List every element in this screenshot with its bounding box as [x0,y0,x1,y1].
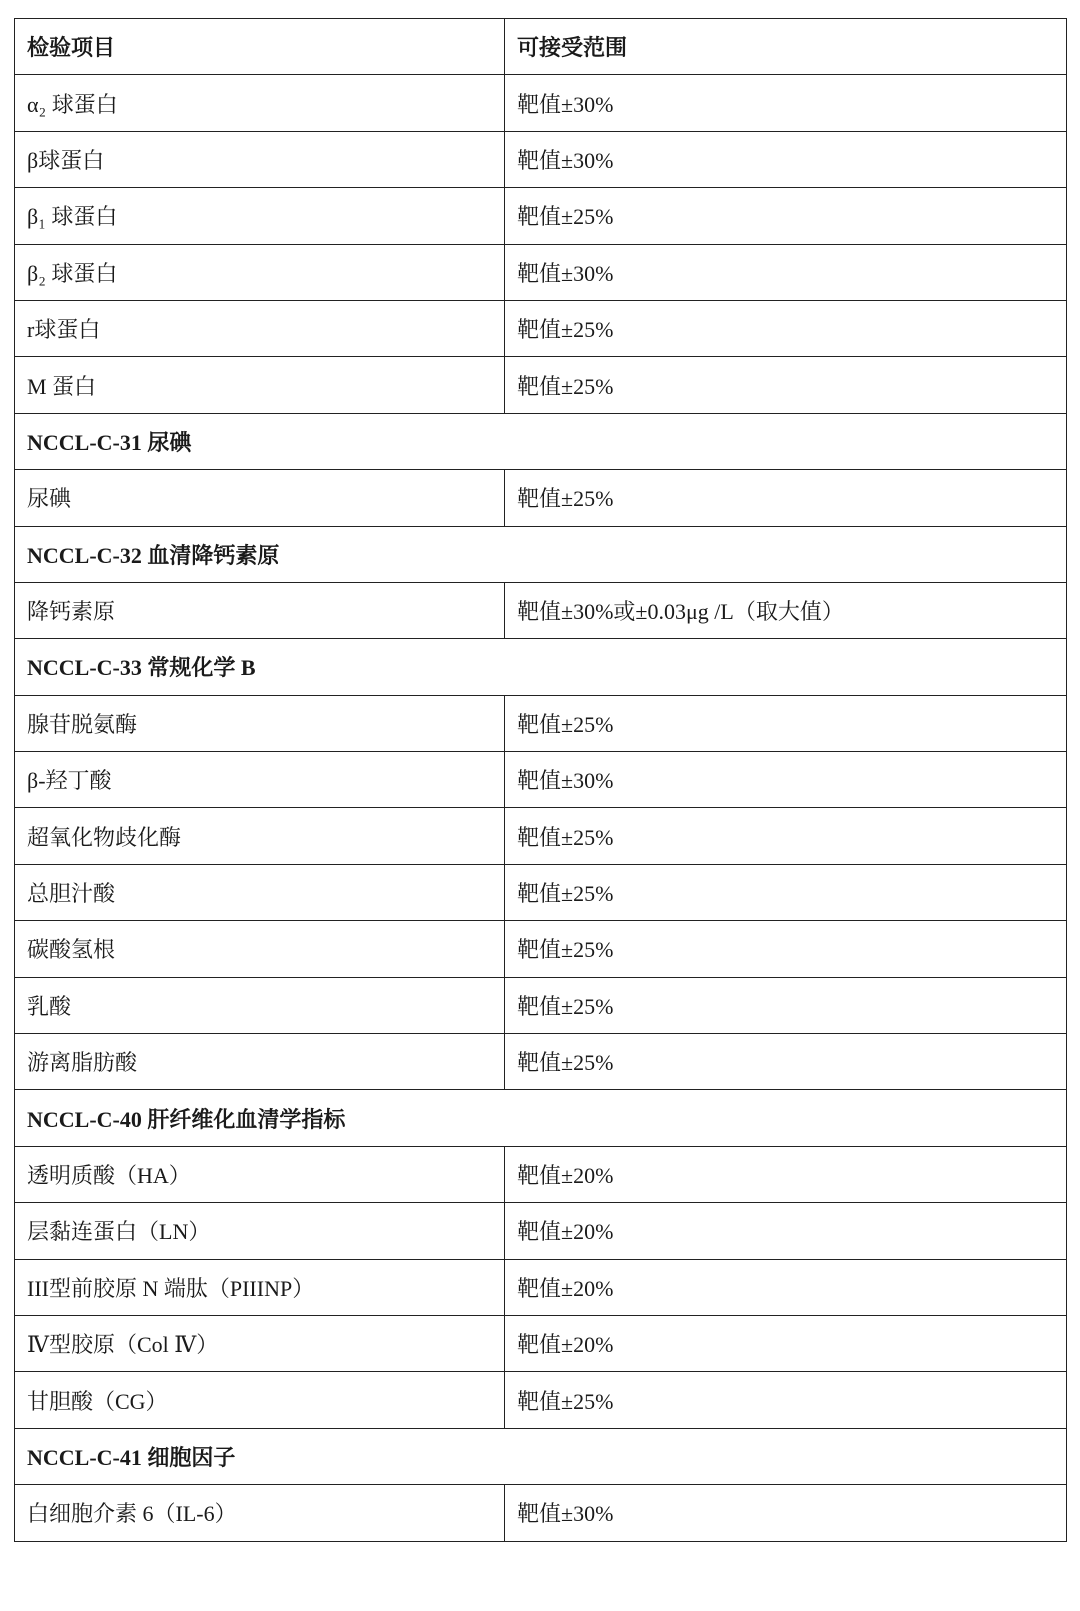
range-cell: 靶值±25% [505,1034,1067,1090]
item-cell: 尿碘 [15,470,505,526]
table-row [15,75,1067,131]
item-cell: 白细胞介素 6（IL-6） [15,1485,505,1541]
range-cell: 靶值±30% [505,1485,1067,1541]
item-cell: 超氧化物歧化酶 [15,808,505,864]
header-range: 可接受范围 [505,19,1067,75]
item-cell: β球蛋白 [15,131,505,187]
table-row [15,188,1067,244]
table-row [15,470,1067,526]
document-page [14,18,1066,1542]
table-row [15,808,1067,864]
acceptable-range-table [14,18,1067,1542]
table-row [15,1485,1067,1541]
table-row [15,921,1067,977]
item-cell: 层黏连蛋白（LN） [15,1203,505,1259]
item-cell: β₂ 球蛋白 [15,244,505,300]
item-cell: M 蛋白 [15,357,505,413]
section-row [15,639,1067,695]
range-cell: 靶值±30%或±0.03μg /L（取大值） [505,582,1067,638]
table-row [15,864,1067,920]
range-cell: 靶值±20% [505,1146,1067,1202]
table-row [15,1203,1067,1259]
range-cell: 靶值±25% [505,357,1067,413]
range-cell: 靶值±30% [505,244,1067,300]
item-cell: III型前胶原 N 端肽（PIIINP） [15,1259,505,1315]
table-row [15,1146,1067,1202]
item-cell: 透明质酸（HA） [15,1146,505,1202]
item-cell: 游离脂肪酸 [15,1034,505,1090]
section-title: NCCL-C-41 细胞因子 [15,1428,1067,1484]
range-cell: 靶值±25% [505,808,1067,864]
section-title: NCCL-C-31 尿碘 [15,413,1067,469]
range-cell: 靶值±20% [505,1259,1067,1315]
table-row [15,752,1067,808]
table-row [15,1372,1067,1428]
range-cell: 靶值±25% [505,1372,1067,1428]
range-cell: 靶值±25% [505,921,1067,977]
table-row [15,1259,1067,1315]
item-cell: r球蛋白 [15,300,505,356]
header-item: 检验项目 [15,19,505,75]
range-cell: 靶值±25% [505,188,1067,244]
table-row [15,244,1067,300]
section-title: NCCL-C-32 血清降钙素原 [15,526,1067,582]
table-header-row [15,19,1067,75]
section-row [15,1428,1067,1484]
table-row [15,977,1067,1033]
range-cell: 靶值±30% [505,752,1067,808]
range-cell: 靶值±25% [505,695,1067,751]
table-row [15,300,1067,356]
item-cell: 降钙素原 [15,582,505,638]
range-cell: 靶值±30% [505,75,1067,131]
range-cell: 靶值±20% [505,1315,1067,1371]
range-cell: 靶值±20% [505,1203,1067,1259]
item-cell: 腺苷脱氨酶 [15,695,505,751]
range-cell: 靶值±25% [505,977,1067,1033]
table-row [15,582,1067,638]
item-cell: 碳酸氢根 [15,921,505,977]
table-row [15,131,1067,187]
item-cell: Ⅳ型胶原（Col Ⅳ） [15,1315,505,1371]
section-row [15,413,1067,469]
range-cell: 靶值±30% [505,131,1067,187]
section-title: NCCL-C-33 常规化学 B [15,639,1067,695]
item-cell: 总胆汁酸 [15,864,505,920]
range-cell: 靶值±25% [505,300,1067,356]
item-cell: α₂ 球蛋白 [15,75,505,131]
table-row [15,1315,1067,1371]
item-cell: 乳酸 [15,977,505,1033]
range-cell: 靶值±25% [505,470,1067,526]
section-row [15,1090,1067,1146]
table-row [15,695,1067,751]
item-cell: β-羟丁酸 [15,752,505,808]
section-title: NCCL-C-40 肝纤维化血清学指标 [15,1090,1067,1146]
item-cell: 甘胆酸（CG） [15,1372,505,1428]
item-cell: β₁ 球蛋白 [15,188,505,244]
table-row [15,1034,1067,1090]
table-row [15,357,1067,413]
range-cell: 靶值±25% [505,864,1067,920]
section-row [15,526,1067,582]
